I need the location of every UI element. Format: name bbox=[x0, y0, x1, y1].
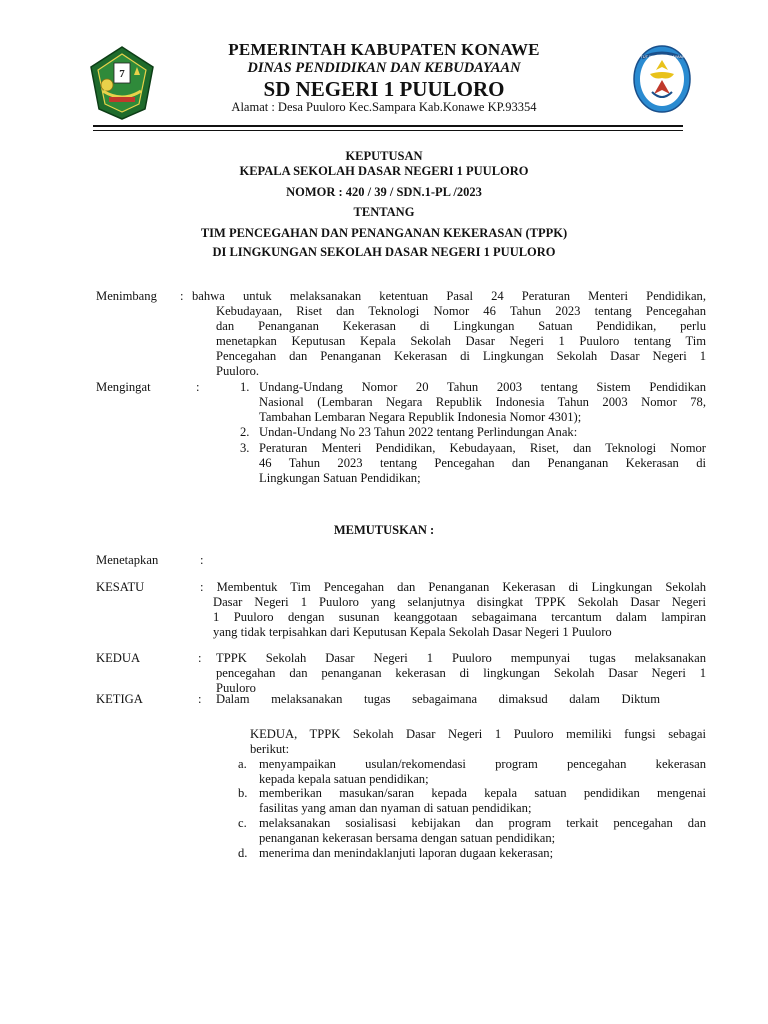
ketiga-intro-line: berikut: bbox=[250, 742, 290, 756]
kesatu-line: Dasar Negeri 1 Puuloro yang selanjutnya disingkat TPPK Sekolah Dasar Negeri bbox=[213, 595, 706, 609]
decree-issuer: KEPALA SEKOLAH DASAR NEGERI 1 PUULORO bbox=[239, 164, 529, 178]
decree-number: NOMOR : 420 / 39 / SDN.1-PL /2023 bbox=[286, 185, 482, 199]
function-item-line: memberikan masukan/saran kepada kepala satuan pendidikan mengenai bbox=[259, 786, 706, 800]
function-item-line: melaksanakan sosialisasi kebijakan dan program terkait pencegahan dan bbox=[259, 816, 706, 830]
function-item-line: kepada kepala satuan pendidikan; bbox=[259, 772, 429, 786]
kedua-line: Puuloro bbox=[216, 681, 256, 695]
mengingat-label: Mengingat bbox=[96, 380, 151, 394]
menimbang-line: Pencegahan dan Penanganan Kekerasan di Lingkungan Sekolah Dasar Negeri 1 bbox=[216, 349, 706, 363]
mengingat-item-number: 1. bbox=[240, 380, 250, 394]
kesatu-label: KESATU bbox=[96, 580, 145, 594]
mengingat-item-line: Undang-Undang Nomor 20 Tahun 2003 tentang Sistem Pendidikan bbox=[259, 380, 706, 394]
menimbang-line: menetapkan Keputusan Kepala Sekolah Dasar Negeri 1 Puuloro tentang Tim bbox=[216, 334, 706, 348]
kedua-line: TPPK Sekolah Dasar Negeri 1 Puuloro mempunyai tugas melaksanakan bbox=[216, 651, 706, 665]
mengingat-item-line: 46 Tahun 2023 tentang Pencegahan dan Penanganan Kekerasan di bbox=[259, 456, 706, 470]
decree-subject-line1: TIM PENCEGAHAN DAN PENANGANAN KEKERASAN (TPPK) bbox=[200, 226, 568, 240]
menimbang-line: Kebudayaan, Riset dan Teknologi Nomor 46 Tahun 2023 tentang Pencegahan bbox=[216, 304, 706, 318]
letterhead-rule-thick bbox=[93, 125, 683, 127]
memutuskan-heading: MEMUTUSKAN : bbox=[333, 523, 435, 537]
letterhead-rule-thin bbox=[93, 130, 683, 131]
ketiga-label: KETIGA bbox=[96, 692, 143, 706]
decree-subject-line2: DI LINGKUNGAN SEKOLAH DASAR NEGERI 1 PUULORO bbox=[212, 245, 556, 259]
mengingat-item-line: Peraturan Menteri Pendidikan, Kebudayaan, Riset, dan Teknologi Nomor bbox=[259, 441, 706, 455]
menimbang-line: bahwa untuk melaksanakan ketentuan Pasal 24 Peraturan Menteri Pendidikan, bbox=[192, 289, 706, 303]
function-item-letter: c. bbox=[238, 816, 247, 830]
svg-text:7: 7 bbox=[119, 68, 125, 80]
ketiga-colon: : bbox=[198, 692, 202, 706]
menimbang-colon: : bbox=[180, 289, 184, 303]
mengingat-item-line: Tambahan Lembaran Negara Republik Indonesia Nomor 4301); bbox=[259, 410, 582, 424]
kedua-colon: : bbox=[198, 651, 202, 665]
kedua-label: KEDUA bbox=[96, 651, 141, 665]
menetapkan-label: Menetapkan bbox=[96, 553, 159, 567]
decree-about: TENTANG bbox=[353, 205, 415, 219]
function-item-letter: d. bbox=[238, 846, 248, 860]
function-item-line: penanganan kekerasan bersama dengan satuan pendidikan; bbox=[259, 831, 556, 845]
letterhead-government: PEMERINTAH KABUPATEN KONAWE bbox=[228, 40, 540, 59]
menetapkan-colon: : bbox=[200, 553, 204, 567]
mengingat-item-line: Lingkungan Satuan Pendidikan; bbox=[259, 471, 421, 485]
function-item-letter: b. bbox=[238, 786, 248, 800]
letterhead-department: DINAS PENDIDIKAN DAN KEBUDAYAAN bbox=[247, 60, 521, 76]
mengingat-colon: : bbox=[196, 380, 200, 394]
menimbang-line: dan Penanganan Kekerasan di Lingkungan Satuan Pendidikan, perlu bbox=[216, 319, 706, 333]
function-item-line: fasilitas yang aman dan nyaman di satuan pendidikan; bbox=[259, 801, 532, 815]
kesatu-line: 1 Puuloro dengan susunan keanggotaan sebagaimana tercantum dalam lampiran bbox=[213, 610, 706, 624]
function-item-line: menerima dan menindaklanjuti laporan dugaan kekerasan; bbox=[259, 846, 554, 860]
mengingat-item-number: 2. bbox=[240, 425, 250, 439]
function-item-line: menyampaikan usulan/rekomendasi program pencegahan kekerasan bbox=[259, 757, 706, 771]
ketiga-intro-line: KEDUA, TPPK Sekolah Dasar Negeri 1 Puuloro memiliki fungsi sebagai bbox=[250, 727, 706, 741]
kedua-line: pencegahan dan penanganan kekerasan di lingkungan Sekolah Dasar Negeri 1 bbox=[216, 666, 706, 680]
kesatu-line: : Membentuk Tim Pencegahan dan Penanganan Kekerasan di Lingkungan Sekolah bbox=[200, 580, 706, 594]
mengingat-item-line: Nasional (Lembaran Negara Republik Indonesia Tahun 2003 Nomor 78, bbox=[259, 395, 706, 409]
mengingat-item-line: Undan-Undang No 23 Tahun 2022 tentang Perlindungan Anak: bbox=[259, 425, 578, 439]
decree-heading: KEPUTUSAN bbox=[345, 149, 423, 163]
menimbang-line: Puuloro. bbox=[216, 364, 260, 378]
mengingat-item-number: 3. bbox=[240, 441, 250, 455]
function-item-letter: a. bbox=[238, 757, 247, 771]
ketiga-line: Dalam melaksanakan tugas sebagaimana dimaksud dalam Diktum bbox=[216, 692, 660, 706]
menimbang-label: Menimbang bbox=[96, 289, 157, 303]
kesatu-line: yang tidak terpisahkan dari Keputusan Kepala Sekolah Dasar Negeri 1 Puuloro bbox=[213, 625, 612, 639]
letterhead-address: Alamat : Desa Puuloro Kec.Sampara Kab.Konawe KP.93354 bbox=[231, 100, 537, 114]
svg-text:TUT WURI HANDAYANI: TUT WURI HANDAYANI bbox=[640, 54, 684, 59]
letterhead-school-name: SD NEGERI 1 PUULORO bbox=[263, 77, 505, 101]
